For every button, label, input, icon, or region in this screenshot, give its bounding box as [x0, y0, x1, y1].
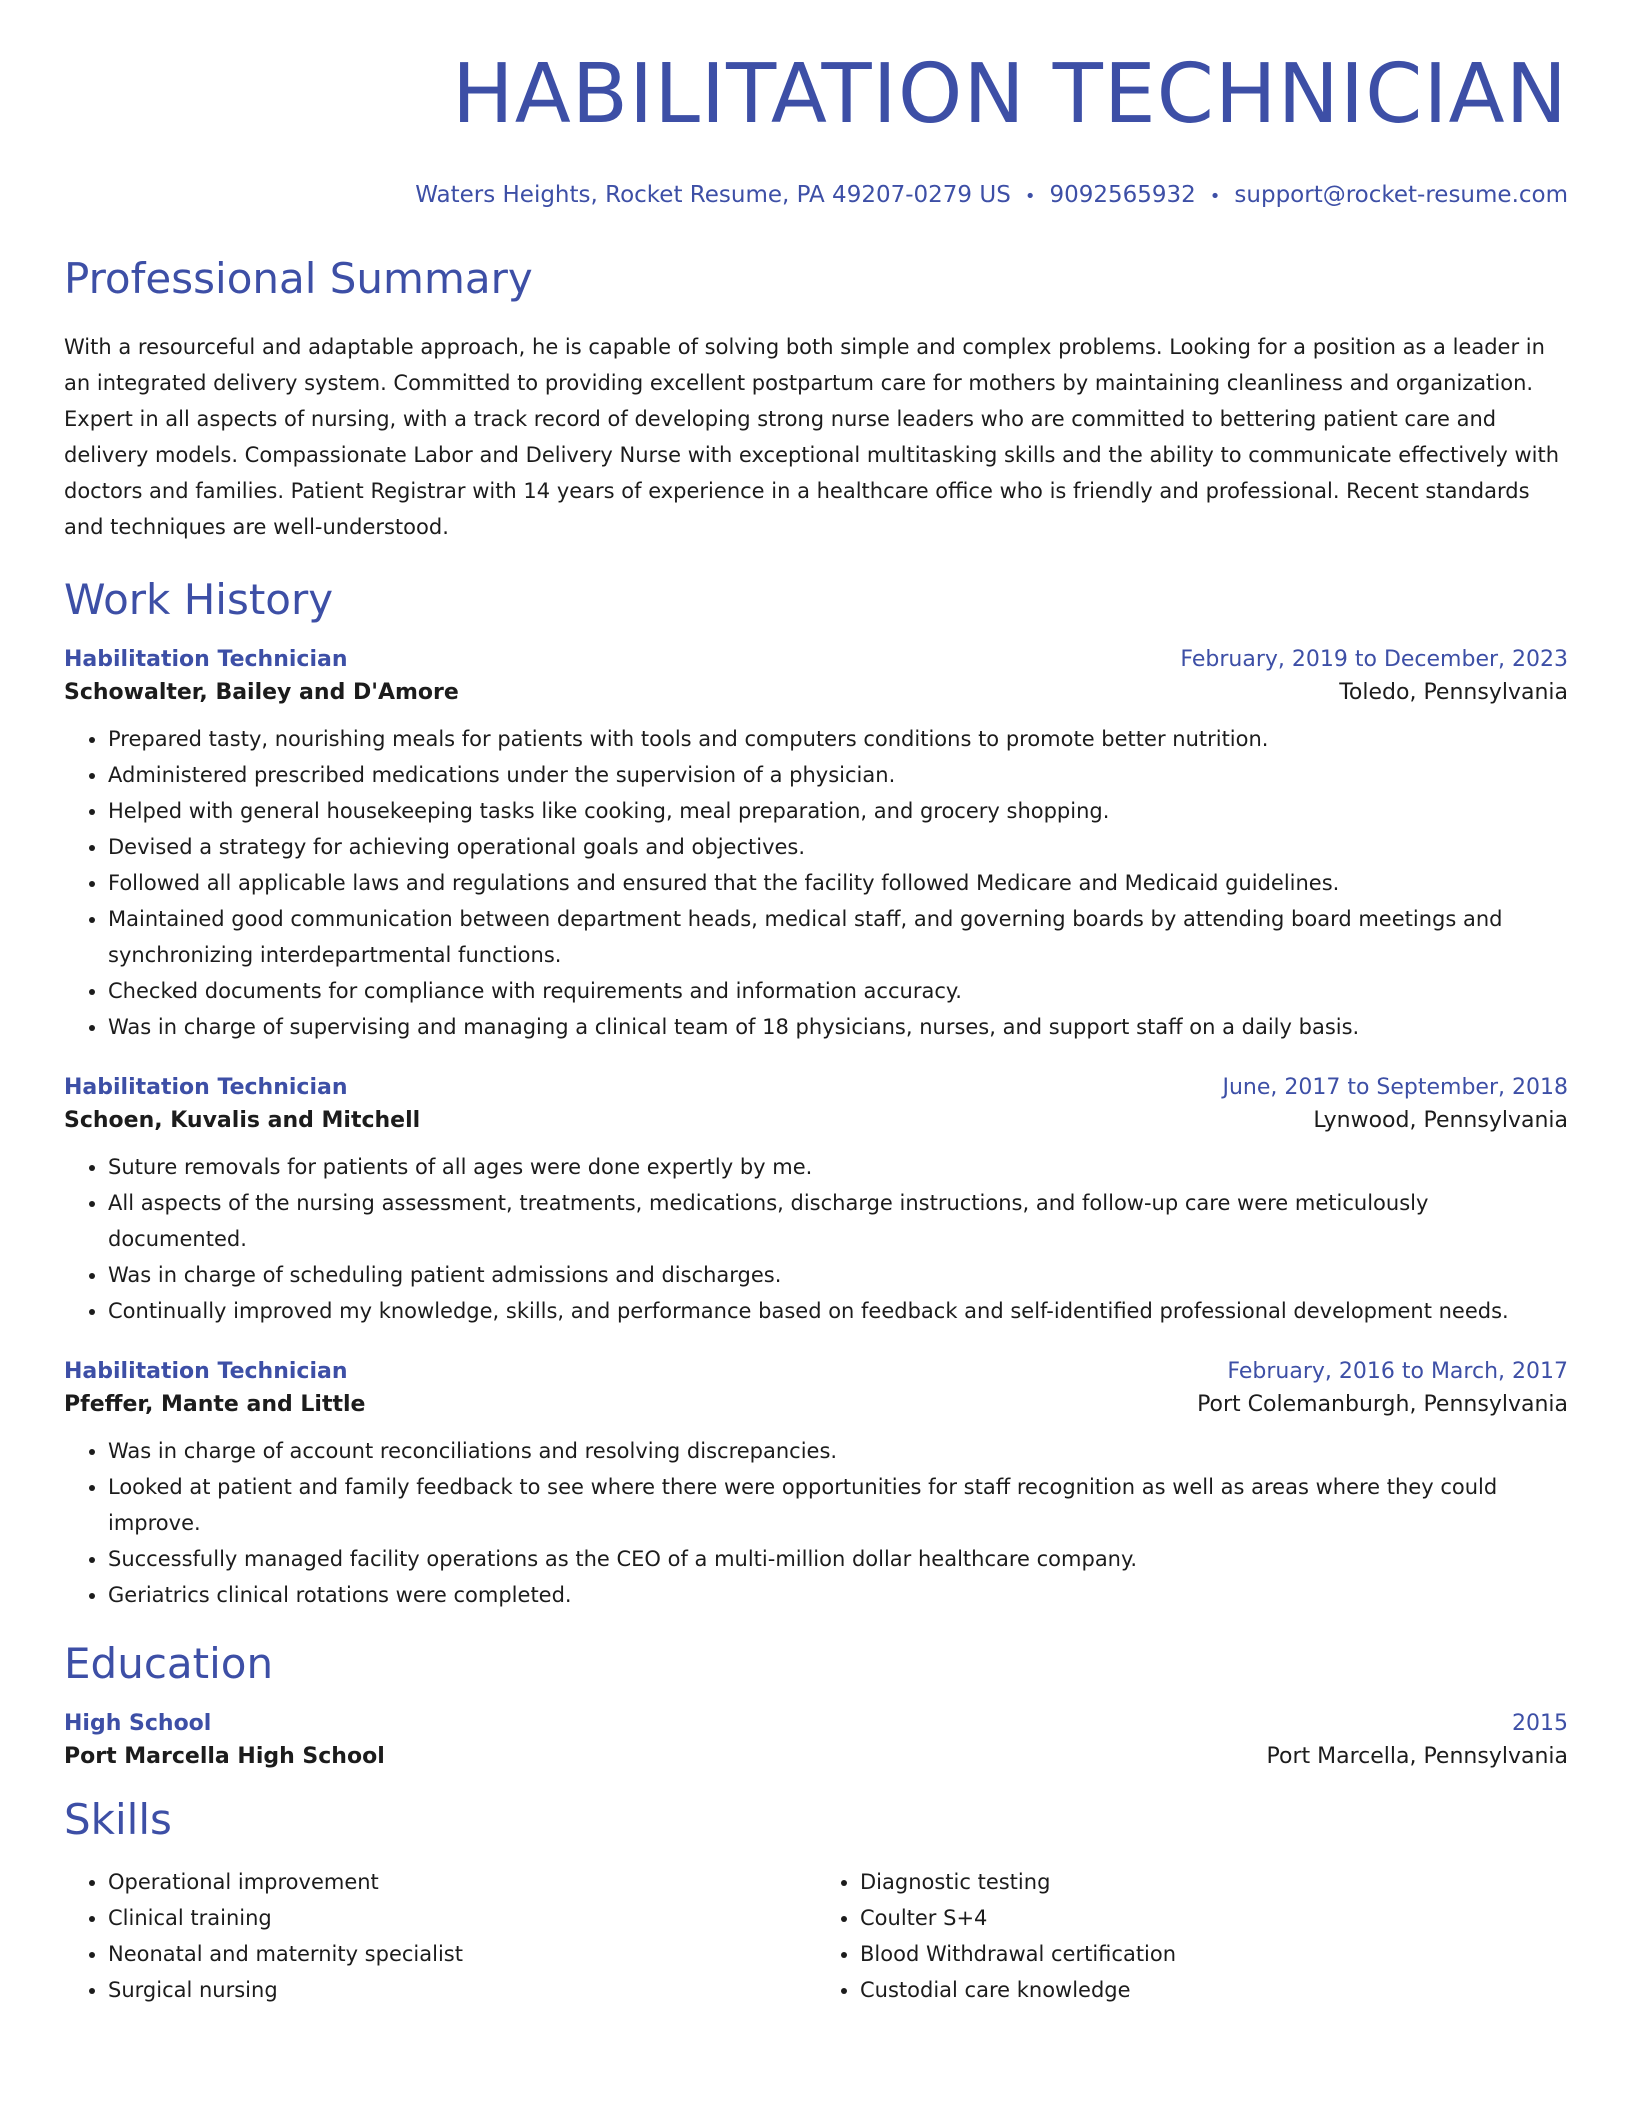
list-item: • Prepared tasty, nourishing meals for patients with tools and computers conditions to promote better nutrition. — [108, 721, 1568, 757]
skill-item: • Custodial care knowledge — [860, 1972, 1568, 2008]
education-entry — [64, 1711, 1568, 1769]
job-location: Toledo, Pennsylvania — [1339, 679, 1568, 705]
contact-line — [64, 182, 1568, 208]
skill-item: • Coulter S+4 — [860, 1900, 1568, 1936]
skills-column-left — [64, 1864, 816, 2008]
list-item: • Checked documents for compliance with requirements and information accuracy. — [108, 973, 1568, 1009]
skill-item: • Operational improvement — [108, 1864, 816, 1900]
education-location: Port Marcella, Pennsylvania — [1266, 1744, 1568, 1770]
work-history-heading: Work History — [64, 574, 334, 624]
job-location: Port Colemanburgh, Pennsylvania — [1197, 1391, 1568, 1417]
skills-column-right — [816, 1864, 1568, 2008]
job-entry — [64, 1075, 1568, 1329]
job-header — [64, 1075, 1568, 1100]
job-dates: February, 2016 to March, 2017 — [1227, 1358, 1568, 1384]
job-subheader — [64, 1108, 1568, 1133]
list-item: • Continually improved my knowledge, skills, and performance based on feedback and self-identified professional development needs. — [108, 1293, 1568, 1329]
list-item: • Successfully managed facility operations as the CEO of a multi-million dollar healthcare company. — [108, 1541, 1568, 1577]
list-item: • All aspects of the nursing assessment, treatments, medications, discharge instructions, and follow-up care were meticulously documented. — [108, 1185, 1568, 1257]
candidate-name: HABILITATION TECHNICIAN — [452, 47, 1568, 142]
list-item: • Geriatrics clinical rotations were completed. — [108, 1577, 1568, 1613]
job-company: Schoen, Kuvalis and Mitchell — [64, 1107, 421, 1133]
job-dates: February, 2019 to December, 2023 — [1180, 646, 1568, 672]
education-school: Port Marcella High School — [64, 1744, 385, 1770]
job-header — [64, 1359, 1568, 1384]
list-item: • Was in charge of scheduling patient admissions and discharges. — [108, 1257, 1568, 1293]
job-subheader — [64, 1392, 1568, 1417]
education-year: 2015 — [1512, 1711, 1568, 1737]
job-bullets — [64, 1433, 1568, 1613]
separator-dot: • — [1209, 186, 1221, 208]
job-location: Lynwood, Pennsylvania — [1313, 1107, 1568, 1133]
job-company: Schowalter, Bailey and D'Amore — [64, 679, 459, 705]
list-item: • Devised a strategy for achieving operational goals and objectives. — [108, 829, 1568, 865]
skill-item: • Clinical training — [108, 1900, 816, 1936]
summary-text: With a resourceful and adaptable approach, he is capable of solving both simple and complex problems. Looking for a position as a leader in an integrated delivery system. Committed to providing excellent postpartum care for mothers by maintaining cleanliness and organization. Expert in all aspects of nursing, with a track record of developing strong nurse leaders who are committed to bettering patient care and delivery models. Compassionate Labor and Delivery Nurse with exceptional multitasking skills and the ability to communicate effectively with doctors and families. Patient Registrar with 14 years of experience in a healthcare office who is friendly and professional. Recent standards and techniques are well-understood. — [64, 334, 1560, 539]
separator-dot: • — [1024, 186, 1036, 208]
skill-item: • Diagnostic testing — [860, 1864, 1568, 1900]
list-item: • Looked at patient and family feedback to see where there were opportunities for staff recognition as well as areas where they could improve. — [108, 1469, 1568, 1541]
education-subheader — [64, 1744, 1568, 1769]
summary-heading: Professional Summary — [64, 254, 533, 304]
list-item: • Was in charge of supervising and managing a clinical team of 18 physicians, nurses, and support staff on a daily basis. — [108, 1009, 1568, 1045]
job-role: Habilitation Technician — [64, 646, 348, 672]
skills-heading: Skills — [64, 1795, 172, 1845]
list-item: • Was in charge of account reconciliations and resolving discrepancies. — [108, 1433, 1568, 1469]
skill-item: • Surgical nursing — [108, 1972, 816, 2008]
job-entry — [64, 1359, 1568, 1613]
skill-item: • Neonatal and maternity specialist — [108, 1936, 816, 1972]
job-bullets — [64, 721, 1568, 1045]
list-item: • Helped with general housekeeping tasks like cooking, meal preparation, and grocery shopping. — [108, 793, 1568, 829]
job-role: Habilitation Technician — [64, 1074, 348, 1100]
list-item: • Administered prescribed medications under the supervision of a physician. — [108, 757, 1568, 793]
education-degree: High School — [64, 1711, 212, 1737]
job-bullets — [64, 1149, 1568, 1329]
job-dates: June, 2017 to September, 2018 — [1222, 1074, 1568, 1100]
education-header — [64, 1711, 1568, 1736]
list-item: • Followed all applicable laws and regulations and ensured that the facility followed Medicare and Medicaid guidelines. — [108, 865, 1568, 901]
skill-item: • Blood Withdrawal certification — [860, 1936, 1568, 1972]
education-heading: Education — [64, 1638, 274, 1688]
skills-list — [64, 1864, 1568, 2008]
list-item: • Suture removals for patients of all ages were done expertly by me. — [108, 1149, 1568, 1185]
job-company: Pfeffer, Mante and Little — [64, 1391, 366, 1417]
job-subheader — [64, 680, 1568, 705]
address: Waters Heights, Rocket Resume, PA 49207-0279 US — [415, 182, 1011, 209]
list-item: • Maintained good communication between department heads, medical staff, and governing boards by attending board meetings and synchronizing interdepartmental functions. — [108, 901, 1568, 973]
job-entry — [64, 647, 1568, 1045]
job-header — [64, 647, 1568, 672]
email-link[interactable]: support@rocket-resume.com — [1234, 182, 1568, 209]
job-role: Habilitation Technician — [64, 1358, 348, 1384]
phone: 9092565932 — [1049, 182, 1196, 209]
